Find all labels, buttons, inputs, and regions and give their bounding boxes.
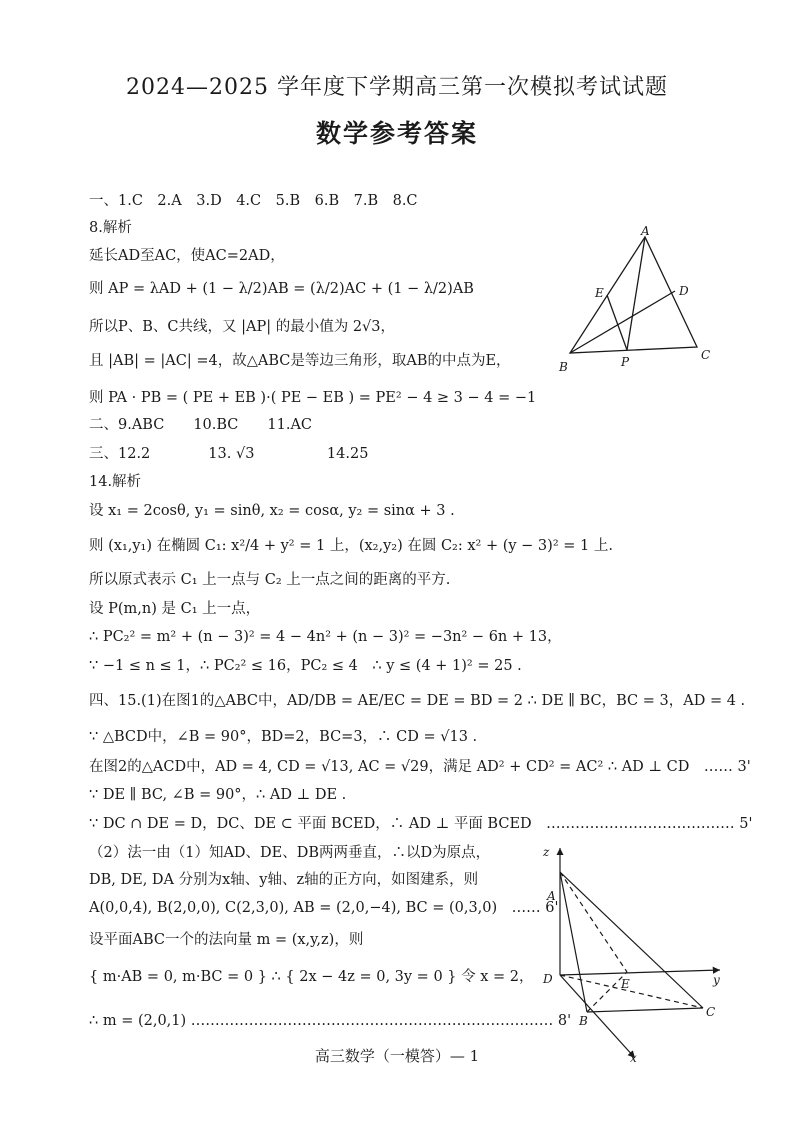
- answer-line: ∴ m = (2,0,1) ………………………………………………………………… 8': [89, 1013, 572, 1029]
- fig2-label-C: C: [706, 1005, 716, 1019]
- answer-line: （2）法一由（1）知AD、DE、DB两两垂直，∴以D为原点，: [89, 845, 491, 861]
- answer-line: 一、1.C 2.A 3.D 4.C 5.B 6.B 7.B 8.C: [89, 193, 418, 209]
- answer-line: A(0,0,4), B(2,0,0), C(2,3,0), AB = (2,0,−4), BC = (0,3,0) …… 6': [89, 900, 559, 916]
- answer-line: ∴ PC₂² = m² + (n − 3)² = 4 − 4n² + (n − 3)² = −3n² − 6n + 13，: [89, 629, 562, 645]
- fig1-label-B: B: [559, 360, 568, 374]
- answer-line: ∵ DC ∩ DE = D，DC、DE ⊂ 平面 BCED，∴ AD ⊥ 平面 BCED ………………………………… 5': [89, 816, 753, 832]
- answer-line: ∵ DE ∥ BC, ∠B = 90°，∴ AD ⊥ DE .: [89, 787, 347, 803]
- fig2-label-B: B: [579, 1014, 588, 1028]
- answer-line: 设 P(m,n) 是 C₁ 上一点，: [89, 601, 261, 617]
- fig2-label-D: D: [543, 972, 553, 986]
- exam-title: 2024—2025 学年度下学期高三第一次模拟考试试题: [126, 75, 668, 100]
- answer-line: 则 (x₁,y₁) 在椭圆 C₁: x²/4 + y² = 1 上，(x₂,y₂) 在圆 C₂: x² + (y − 3)² = 1 上.: [89, 538, 613, 554]
- answer-line: 二、9.ABC 10.BC 11.AC: [89, 417, 313, 433]
- fig1-label-P: P: [621, 355, 630, 369]
- fig2-label-A: A: [547, 889, 556, 903]
- fig2-label-y: y: [713, 973, 720, 987]
- fig2-label-x: x: [630, 1051, 637, 1065]
- answer-line: 四、15.(1)在图1的△ABC中，AD/DB = AE/EC = DE = BD = 2 ∴ DE ∥ BC，BC = 3，AD = 4 .: [89, 693, 746, 709]
- answer-line: 设 x₁ = 2cosθ, y₁ = sinθ, x₂ = cosα, y₂ = sinα + 3 .: [89, 503, 455, 519]
- fig2-label-z: z: [543, 845, 550, 859]
- answer-line: 在图2的△ACD中，AD = 4, CD = √13, AC = √29，满足 AD² + CD² = AC² ∴ AD ⊥ CD …… 3': [89, 759, 751, 775]
- coordinate-figure: [535, 840, 735, 1065]
- answer-line: 所以原式表示 C₁ 上一点与 C₂ 上一点之间的距离的平方.: [89, 572, 451, 588]
- fig1-label-D: D: [679, 284, 689, 298]
- answer-line: 延长AD至AC，使AC=2AD，: [89, 248, 285, 264]
- answer-line: ∵ △BCD中，∠B = 90°，BD=2，BC=3，∴ CD = √13 .: [89, 729, 478, 745]
- fig1-label-E: E: [595, 286, 604, 300]
- answer-line: ∵ −1 ≤ n ≤ 1，∴ PC₂² ≤ 16，PC₂ ≤ 4 ∴ y ≤ (4 + 1)² = 25 .: [89, 658, 522, 674]
- answer-line: 14.解析: [89, 474, 142, 490]
- answer-line: DB, DE, DA 分别为x轴、y轴、z轴的正方向，如图建系，则: [89, 872, 479, 888]
- fig2-label-E: E: [621, 977, 630, 991]
- answer-line: 设平面ABC一个的法向量 m = (x,y,z)，则: [89, 932, 364, 948]
- answer-line: 则 AP = λAD + (1 − λ/2)AB = (λ/2)AC + (1 − λ/2)AB: [89, 281, 474, 297]
- answer-line: 且 |AB| = |AC| =4，故△ABC是等边三角形，取AB的中点为E，: [89, 353, 511, 369]
- triangle-figure: [555, 225, 730, 375]
- answer-line: 所以P、B、C共线，又 |AP| 的最小值为 2√3，: [89, 319, 396, 335]
- answer-line: 则 PA · PB = ( PE + EB )·( PE − EB ) = PE² − 4 ≥ 3 − 4 = −1: [89, 390, 537, 406]
- answer-title: 数学参考答案: [315, 119, 478, 148]
- answer-line: 三、12.2 13. √3 14.25: [89, 446, 369, 462]
- fig1-label-C: C: [701, 348, 711, 362]
- answer-line: { m·AB = 0, m·BC = 0 } ∴ { 2x − 4z = 0, 3y = 0 } 令 x = 2，: [89, 969, 534, 985]
- fig1-label-A: A: [641, 225, 650, 238]
- page-footer: 高三数学（一模答）— 1: [314, 1047, 480, 1065]
- answer-line: 8.解析: [89, 220, 132, 236]
